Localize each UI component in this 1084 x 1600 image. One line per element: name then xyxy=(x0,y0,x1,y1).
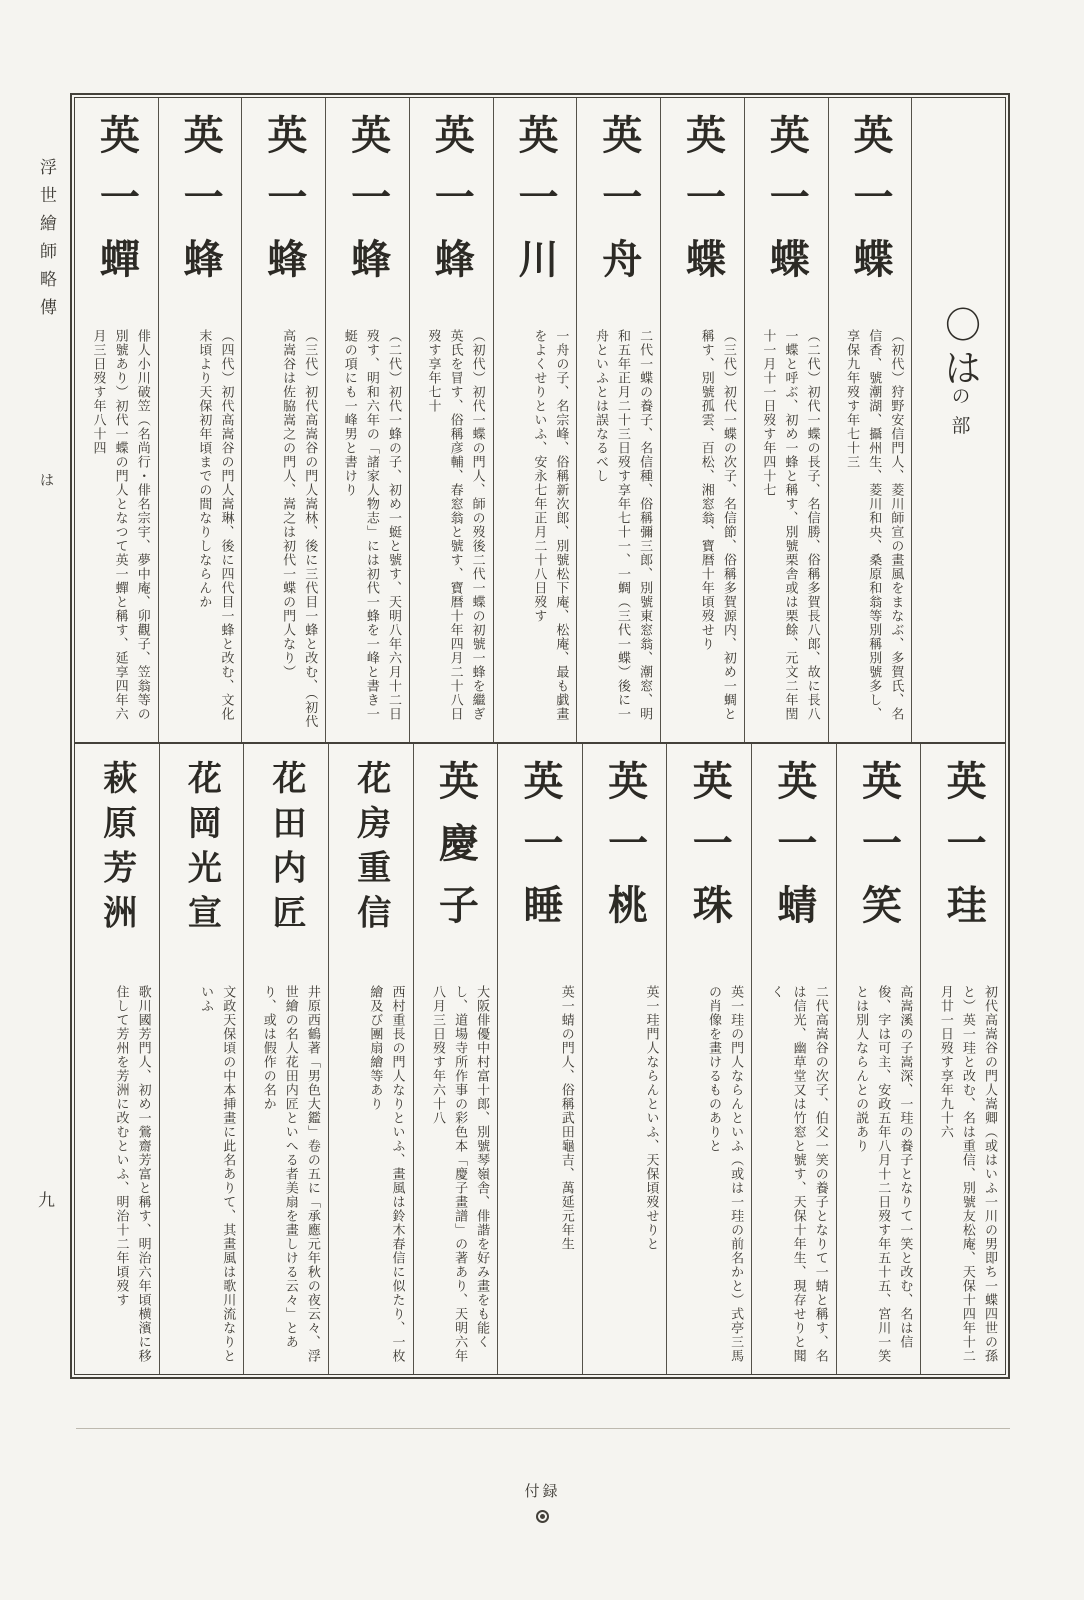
entry-cell xyxy=(576,98,660,742)
entry-name: 英一珪 xyxy=(940,760,988,946)
entry-body: 二代一蝶の養子、名信種、俗稱彌三郎、別號東窓翁、潮窓、明和五年正月二十三日歿す享年七十一、一蜩（三代一蝶）後に一舟といふとは誤なるべし xyxy=(592,329,653,721)
entry-cell xyxy=(325,98,409,742)
entry-body: 一舟の子、名宗峰、俗稱新次郎、別號松下庵、松庵、最も戯畫をよくせりといふ、安永七年正月二十八日歿す xyxy=(531,329,569,721)
section-header xyxy=(937,306,981,445)
entry-cell xyxy=(493,98,577,742)
entry-name: 英一蝶 xyxy=(763,114,811,300)
entry-name: 英一蜂 xyxy=(177,114,225,300)
entry-body: 歌川國芳門人、初め一鶯齋芳富と稱す、明治六年頃横濱に移住して芳州を芳洲に改むといふ、明治十二年頃歿す xyxy=(113,985,151,1363)
entry-cell xyxy=(409,98,493,742)
entry-name: 花房重信 xyxy=(350,760,391,940)
entry-body: 大阪俳優中村富十郎、別號琴嶺舎、俳諧を好み畫をも能くし、道場寺所作事の彩色本「慶子畫譜」の著あり、天明六年八月三日歿す年六十八 xyxy=(429,985,490,1363)
entry-name: 英一珠 xyxy=(686,760,734,946)
entry-body: （三代）初代高嵩谷の門人嵩林、後に三代目一蜂と改む、（初代高嵩谷は佐脇嵩之の門人、嵩之は初代一蝶の門人なり） xyxy=(280,329,318,729)
entry-cell xyxy=(744,98,828,742)
section-circle-mark: 〇 xyxy=(939,306,981,342)
entry-body: 井原西鶴著「男色大鑑」卷の五に「承應元年秋の夜云々、浮世繪の名人花田内匠といへる者美扇を畫しける云々」とあり、或は假作の名か xyxy=(260,985,320,1363)
biography-table xyxy=(70,93,1010,1379)
entry-name: 英一蜂 xyxy=(428,114,476,300)
page-number: 九 xyxy=(38,1191,55,1211)
margin-section-label: は xyxy=(40,473,54,489)
page-footer xyxy=(75,1480,1010,1523)
entry-name: 英一蜻 xyxy=(770,760,818,946)
entry-name: 英一蝶 xyxy=(679,114,727,300)
section-header-cell xyxy=(911,98,1005,742)
entry-name: 英一蝶 xyxy=(846,114,894,300)
entry-body: （三代）初代一蝶の次子、名信節、俗稱多賀源内、初め一蜩と稱す、別號孤雲、百松、湘窓翁、寶暦十年頃歿せり xyxy=(698,329,736,721)
entry-body: 文政天保頃の中本挿畫に此名ありて、其畫風は歌川流なりといふ xyxy=(198,985,236,1363)
entry-name: 英一笑 xyxy=(855,760,903,946)
section-kana: は xyxy=(937,348,982,386)
entry-name: 英一蟬 xyxy=(93,114,141,300)
entry-name: 英一舟 xyxy=(595,114,643,300)
entry-body: （四代）初代高嵩谷の門人嵩琳、後に四代目一蜂と改む、文化末頃より天保初年頃までの間なりしならんか xyxy=(196,329,234,721)
entry-body: 西村重長の門人なりといふ、畫風は鈴木春信に似たり、一枚繪及び團扇繪等あり xyxy=(367,985,405,1363)
entry-cell xyxy=(159,744,244,1374)
entry-name: 英一川 xyxy=(512,114,560,300)
entry-cell xyxy=(241,98,325,742)
entry-cell xyxy=(666,744,751,1374)
entry-cell xyxy=(497,744,582,1374)
section-suffix: の部 xyxy=(948,386,971,445)
footer-bullet-icon xyxy=(536,1510,549,1523)
entry-body: （初代）初代一蝶の門人、師の歿後二代一蝶の初號一蜂を繼ぎ英氏を冒す、俗稱彦輔、春窓翁と號す、寶暦十年四月二十八日歿す享年七十 xyxy=(425,329,485,721)
entry-name: 英一蜂 xyxy=(344,114,392,300)
entry-cell xyxy=(660,98,744,742)
entry-name: 花岡光宣 xyxy=(181,760,222,940)
entry-body: 英一蜻の門人、俗稱武田龜吉、萬延元年生 xyxy=(558,985,574,1251)
entry-cell xyxy=(328,744,413,1374)
entry-body: （初代）狩野安信門人、菱川師宣の畫風をまなぶ、多賀氏、名信香、號潮湖、攝州生、菱川和央、桑原和翁等別稱別號多し、享保九年歿す年七十三 xyxy=(844,329,904,721)
entry-body: 二代高嵩谷の次子、伯父一笑の養子となりて一蜻と稱す、名は信光、幽草堂又は竹窓と號す、天保十年生、現存せりと聞く xyxy=(768,985,828,1363)
entry-cell xyxy=(836,744,921,1374)
entry-body: 俳人小川破笠（名尚行・俳名宗宇、夢中庵、卯觀子、笠翁等の別號あり）初代一蝶の門人となつて英一蟬と稱す、延享四年六月三日歿す年八十四 xyxy=(90,329,150,721)
entry-name: 英慶子 xyxy=(432,760,480,946)
entry-cell xyxy=(828,98,912,742)
entry-body: （二代）初代一蝶の長子、名信勝、俗稱多賀長八郎、故に長八一蝶と呼ぶ、初め一蜂と稱す、別號栗舎或は栗餘、元文二年閏十一月十一日歿す年四十七 xyxy=(760,329,820,721)
entry-name: 英一蜂 xyxy=(260,114,308,300)
entry-cell xyxy=(243,744,328,1374)
margin-book-title: 浮世繪師略傳 xyxy=(36,158,56,327)
entry-name: 花田内匠 xyxy=(266,760,307,940)
biography-table-inner xyxy=(74,97,1006,1375)
entry-body: （二代）初代一蜂の子、初め一蜓と號す、天明八年六月十二日歿す、明和六年の「諸家人物志」には初代一蜂を一峰と書き一蜓の項にも一峰男と書けり xyxy=(341,329,401,721)
entry-name: 萩原芳洲 xyxy=(96,760,137,940)
footer-label: 付録 xyxy=(524,1482,561,1500)
entry-body: 初代高嵩谷の門人嵩卿（或はいふ一川の男即ち一蝶四世の孫と）英一珪と改む、名は重信、別號友松庵、天保十四年十二月廿一日歿す享年九十六 xyxy=(937,985,997,1363)
entry-name: 英一桃 xyxy=(601,760,649,946)
entry-body: 高嵩溪の子嵩深、一珪の養子となりて一笑と改む、名は信俊、字は可主、安政五年八月十二日歿す年五十五、宮川一笑とは別人ならんとの説あり xyxy=(853,985,913,1363)
entry-cell xyxy=(75,744,159,1374)
entry-body: 英一珪門人ならんといふ、天保頃歿せりと xyxy=(643,985,659,1251)
table-row-top xyxy=(75,98,1005,742)
entry-cell xyxy=(582,744,667,1374)
entry-cell xyxy=(75,98,158,742)
entry-body: 英一珪の門人ならんといふ（或は一珪の前名かと）式亭三馬の肖像を畫けるものありと xyxy=(705,985,744,1363)
entry-name: 英一睡 xyxy=(516,760,564,946)
entry-cell xyxy=(413,744,498,1374)
footer-divider xyxy=(76,1428,1010,1429)
entry-cell xyxy=(158,98,242,742)
entry-cell xyxy=(920,744,1005,1374)
entry-cell xyxy=(751,744,836,1374)
table-row-bottom xyxy=(75,742,1005,1374)
